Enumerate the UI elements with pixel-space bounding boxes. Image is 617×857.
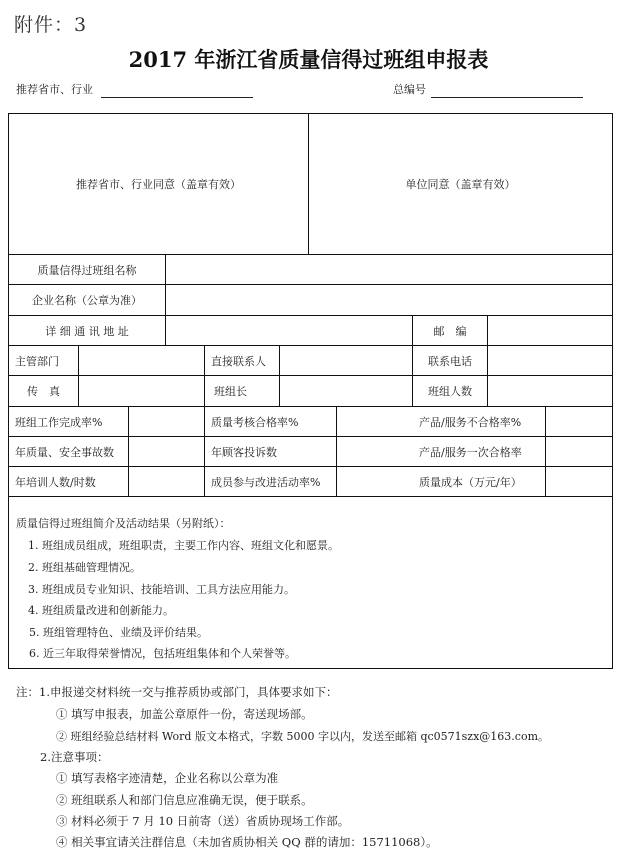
attachment-label: 附件：3: [14, 14, 88, 36]
contact-person-label: 直接联系人: [211, 354, 266, 368]
intro-item: 4. 班组质量改进和创新能力。: [28, 604, 174, 617]
phone-label: 联系电话: [428, 354, 472, 368]
postcode-input[interactable]: [488, 316, 612, 345]
intro-item: 3. 班组成员专业知识、技能培训、工具方法应用能力。: [28, 583, 295, 596]
metric-label-accidents: 年质量、安全事故数: [15, 445, 114, 459]
recommend-label: 推荐省市、行业: [16, 83, 93, 96]
metric-input-first-pass-rate[interactable]: [546, 437, 612, 466]
team-size-input[interactable]: [488, 376, 612, 406]
page-title: 2017 年浙江省质量信得过班组申报表: [128, 47, 489, 72]
address-label: 详 细 通 讯 地 址: [45, 324, 129, 338]
serial-label: 总编号: [393, 83, 426, 96]
metric-label-first-pass-rate: 产品/服务一次合格率: [419, 445, 522, 459]
note-2-item: ③ 材料必须于 7 月 10 日前寄（送）省质协现场工作部。: [56, 814, 350, 828]
team-size-label: 班组人数: [428, 385, 472, 398]
metric-input-training[interactable]: [129, 467, 204, 496]
metric-label-complaints: 年顾客投诉数: [211, 445, 277, 459]
metric-label-nonconformity-rate: 产品/服务不合格率%: [419, 415, 522, 429]
metric-input-accidents[interactable]: [129, 437, 204, 466]
note-2-item: ② 班组联系人和部门信息应准确无误，便于联系。: [56, 793, 313, 807]
intro-item: 2. 班组基础管理情况。: [28, 561, 141, 574]
metric-label-completion-rate: 班组工作完成率%: [15, 415, 103, 429]
recommend-input[interactable]: [101, 97, 253, 98]
contact-person-input[interactable]: [280, 346, 412, 375]
metric-label-training: 年培训人数/时数: [15, 475, 96, 489]
note-2-item: ④ 相关事宜请关注群信息（未加省质协相关 QQ 群的请加：15711068）。: [56, 835, 438, 849]
department-input[interactable]: [79, 346, 204, 375]
intro-heading: 质量信得过班组简介及活动结果（另附纸）：: [16, 517, 231, 530]
metric-input-quality-cost[interactable]: [546, 467, 612, 496]
metric-label-quality-pass-rate: 质量考核合格率%: [211, 415, 299, 429]
intro-item: 1. 班组成员组成，班组职责，主要工作内容、班组文化和愿景。: [28, 539, 339, 552]
team-leader-label: 班组长: [214, 385, 247, 398]
table-border-bottom: [8, 668, 613, 669]
approval-unit-cell: [309, 114, 612, 254]
intro-item: 5. 班组管理特色、业绩及评价结果。: [29, 626, 208, 639]
note-2-item: ① 填写表格字迹清楚，企业名称以公章为准: [56, 771, 279, 785]
row-line: [8, 496, 613, 497]
company-name-label: 企业名称（公章为准）: [32, 294, 142, 307]
fax-input[interactable]: [79, 376, 204, 406]
team-name-label: 质量信得过班组名称: [37, 263, 137, 277]
metric-label-quality-cost: 质量成本（万元/年）: [419, 475, 522, 489]
metric-input-complaints[interactable]: [337, 437, 412, 466]
fax-label: 传 真: [27, 385, 60, 398]
department-label: 主管部门: [15, 354, 59, 368]
note-1-item: ① 填写申报表，加盖公章原件一份，寄送现场部。: [56, 707, 313, 721]
team-leader-input[interactable]: [280, 376, 412, 406]
intro-item: 6. 近三年取得荣誉情况，包括班组集体和个人荣誉等。: [29, 647, 296, 660]
approval-recommend-label: 推荐省市、行业同意（盖章有效）: [76, 178, 241, 191]
note-1: 注：1.申报递交材料统一交与推荐质协或部门，具体要求如下：: [16, 685, 338, 699]
metric-input-nonconformity-rate[interactable]: [546, 407, 612, 436]
address-input[interactable]: [166, 316, 412, 345]
approval-recommend-cell: [9, 114, 308, 254]
metric-input-completion-rate[interactable]: [129, 407, 204, 436]
approval-unit-label: 单位同意（盖章有效）: [405, 178, 516, 191]
metric-input-participation-rate[interactable]: [337, 467, 412, 496]
table-border-right: [612, 113, 613, 669]
note-2: 2.注意事项：: [40, 750, 109, 764]
serial-input[interactable]: [431, 97, 583, 98]
company-name-input[interactable]: [166, 285, 612, 315]
postcode-label: 邮 编: [433, 324, 467, 338]
phone-input[interactable]: [488, 346, 612, 375]
note-1-item: ② 班组经验总结材料 Word 版文本格式，字数 5000 字以内，发送至邮箱 qc0571szx@163.com。: [56, 730, 549, 743]
team-name-input[interactable]: [166, 255, 612, 284]
metric-input-quality-pass-rate[interactable]: [337, 407, 412, 436]
metric-label-participation-rate: 成员参与改进活动率%: [211, 475, 321, 489]
